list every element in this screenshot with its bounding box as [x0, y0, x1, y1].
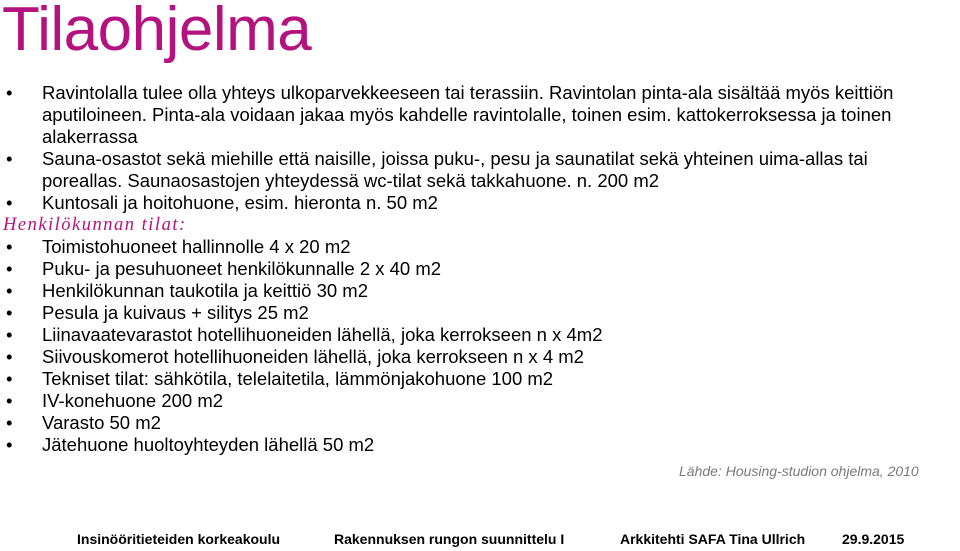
bullet-icon: •: [6, 82, 13, 103]
footer-author: Arkkitehti SAFA Tina Ullrich: [620, 531, 806, 547]
bullet-icon: •: [6, 302, 13, 323]
footer-course: Rakennuksen rungon suunnittelu I: [334, 531, 565, 547]
list-item: [0, 258, 947, 280]
bullet-icon: •: [6, 192, 13, 213]
list-item-text: Ravintolalla tulee olla yhteys ulkoparvekkeeseen tai terassiin. Ravintolan pinta-ala sisältää myös keittiön aputiloineen. Pinta-ala voidaan jakaa myös kahdelle ravintolalle, toinen esim. kattokerroksessa ja toinen alakerrassa: [42, 82, 894, 147]
list-item: [0, 302, 947, 324]
list-item-text: Liinavaatevarastot hotellihuoneiden lähellä, joka kerrokseen n x 4m2: [42, 324, 603, 345]
list-item: [0, 82, 947, 148]
list-item-text: Toimistohuoneet hallinnolle 4 x 20 m2: [42, 236, 351, 257]
list-item-text: Puku- ja pesuhuoneet henkilökunnalle 2 x 40 m2: [42, 258, 442, 279]
list-item: [0, 412, 947, 434]
list-item-text: Kuntosali ja hoitohuone, esim. hieronta n. 50 m2: [42, 192, 438, 213]
bullet-icon: •: [6, 390, 13, 411]
bullet-icon: •: [6, 324, 13, 345]
bullet-icon: •: [6, 368, 13, 389]
staff-section-heading: Henkilökunnan tilat:: [3, 215, 187, 235]
list-item: [0, 368, 947, 390]
source-note: Lähde: Housing-studion ohjelma, 2010: [679, 463, 919, 479]
list-item-text: IV-konehuone 200 m2: [42, 390, 224, 411]
footer-school: Insinööritieteiden korkeakoulu: [77, 531, 281, 547]
list-item-text: Henkilökunnan taukotila ja keittiö 30 m2: [42, 280, 368, 301]
bullet-icon: •: [6, 280, 13, 301]
list-item-text: Sauna-osastot sekä miehille että naisille, joissa puku-, pesu ja saunatilat sekä yhteinen uima-allas tai poreallas. Saunaosastojen yhteydessä wc-tilat sekä takkahuone. n. 200 m2: [42, 148, 868, 191]
footer-date: 29.9.2015: [842, 531, 905, 547]
list-item-text: Pesula ja kuivaus + silitys 25 m2: [42, 302, 309, 323]
bullet-icon: •: [6, 258, 13, 279]
slide-title: Tilaohjelma: [2, 0, 312, 64]
list-item: [0, 192, 947, 214]
bullet-icon: •: [6, 412, 13, 433]
bullet-icon: •: [6, 346, 13, 367]
bullet-icon: •: [6, 148, 13, 169]
bullet-icon: •: [6, 434, 13, 455]
list-item: [0, 324, 947, 346]
list-item: [0, 148, 947, 192]
list-item-text: Jätehuone huoltoyhteyden lähellä 50 m2: [42, 434, 375, 455]
content-list: [0, 82, 960, 456]
list-item-text: Siivouskomerot hotellihuoneiden lähellä, joka kerrokseen n x 4 m2: [42, 346, 584, 367]
list-item-text: Tekniset tilat: sähkötila, telelaitetila, lämmönjakohuone 100 m2: [42, 368, 554, 389]
list-item-text: Varasto 50 m2: [42, 412, 161, 433]
list-item: [0, 434, 947, 456]
list-item: [0, 390, 947, 412]
list-item: [0, 236, 947, 258]
list-item: [0, 280, 947, 302]
list-item: [0, 346, 947, 368]
bullet-icon: •: [6, 236, 13, 257]
